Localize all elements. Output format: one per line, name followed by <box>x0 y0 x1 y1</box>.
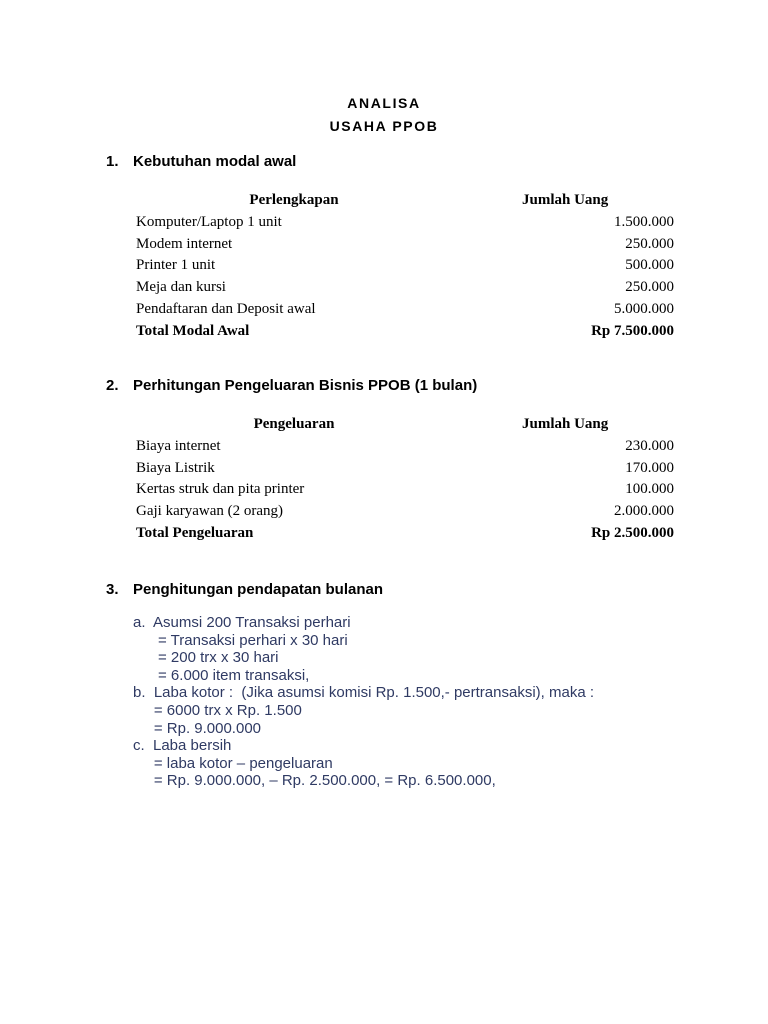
section1-heading <box>106 152 296 172</box>
table-row <box>136 501 674 523</box>
row-label: Kertas struk dan pita printer <box>136 481 305 498</box>
table-row <box>136 277 674 299</box>
table-row <box>136 479 674 501</box>
capital-col-amount: Jumlah Uang <box>522 192 609 208</box>
total-amount: Rp 7.500.000 <box>591 322 674 339</box>
calc-line: = Transaksi perhari x 30 hari <box>133 631 348 649</box>
capital-total-row <box>136 321 674 343</box>
row-label: Biaya Listrik <box>136 459 215 476</box>
calc-line: b. Laba kotor : (Jika asumsi komisi Rp. 1.500,- pertransaksi), maka : <box>133 684 595 702</box>
table-row <box>136 255 674 277</box>
calc-line: = 6.000 item transaksi, <box>133 666 310 684</box>
expense-col-amount: Jumlah Uang <box>522 416 609 432</box>
row-amount: 5.000.000 <box>614 300 674 317</box>
row-amount: 250.000 <box>625 235 674 252</box>
row-amount: 170.000 <box>625 459 674 476</box>
row-amount: 2.000.000 <box>614 503 674 520</box>
section2-heading <box>106 376 477 396</box>
expense-col-item: Pengeluaran <box>253 416 335 432</box>
total-label: Total Modal Awal <box>136 322 250 339</box>
capital-table-header <box>136 190 674 212</box>
section1-number: 1. <box>106 153 119 170</box>
row-amount: 500.000 <box>625 257 674 274</box>
total-amount: Rp 2.500.000 <box>591 524 674 541</box>
row-label: Printer 1 unit <box>136 257 216 274</box>
section2-number: 2. <box>106 377 119 394</box>
row-label: Gaji karyawan (2 orang) <box>136 503 284 520</box>
table-row <box>136 458 674 480</box>
row-amount: 100.000 <box>625 481 674 498</box>
row-amount: 1.500.000 <box>614 213 674 230</box>
calc-line: = 6000 trx x Rp. 1.500 <box>133 701 302 719</box>
expense-table-header <box>136 414 674 436</box>
row-label: Komputer/Laptop 1 unit <box>136 213 282 230</box>
expense-table <box>136 414 674 545</box>
row-amount: 230.000 <box>625 437 674 454</box>
document-title-line2: USAHA PPOB <box>329 118 439 134</box>
calc-line: = Rp. 9.000.000, – Rp. 2.500.000, = Rp. 6.500.000, <box>133 772 496 790</box>
income-calculation <box>133 614 594 790</box>
section2-heading-text: Perhitungan Pengeluaran Bisnis PPOB (1 bulan) <box>133 377 478 394</box>
calc-line: = laba kotor – pengeluaran <box>133 754 333 772</box>
document-title-line1: ANALISA <box>347 95 421 111</box>
section3-heading-text: Penghitungan pendapatan bulanan <box>133 581 384 598</box>
capital-col-item: Perlengkapan <box>249 192 339 208</box>
section3-heading <box>106 580 383 600</box>
table-row <box>136 212 674 234</box>
calc-line: = 200 trx x 30 hari <box>133 649 279 667</box>
calc-line: a. Asumsi 200 Transaksi perhari <box>133 614 351 631</box>
row-label: Modem internet <box>136 235 233 252</box>
capital-table <box>136 190 674 343</box>
table-row <box>136 234 674 256</box>
row-label: Pendaftaran dan Deposit awal <box>136 300 316 317</box>
section1-heading-text: Kebutuhan modal awal <box>133 153 297 170</box>
table-row <box>136 299 674 321</box>
row-amount: 250.000 <box>625 279 674 296</box>
row-label: Meja dan kursi <box>136 279 226 296</box>
row-label: Biaya internet <box>136 437 221 454</box>
section3-number: 3. <box>106 581 119 598</box>
calc-line: c. Laba bersih <box>133 737 232 755</box>
table-row <box>136 436 674 458</box>
expense-total-row <box>136 523 674 545</box>
total-label: Total Pengeluaran <box>136 524 254 541</box>
calc-line: = Rp. 9.000.000 <box>133 719 262 737</box>
